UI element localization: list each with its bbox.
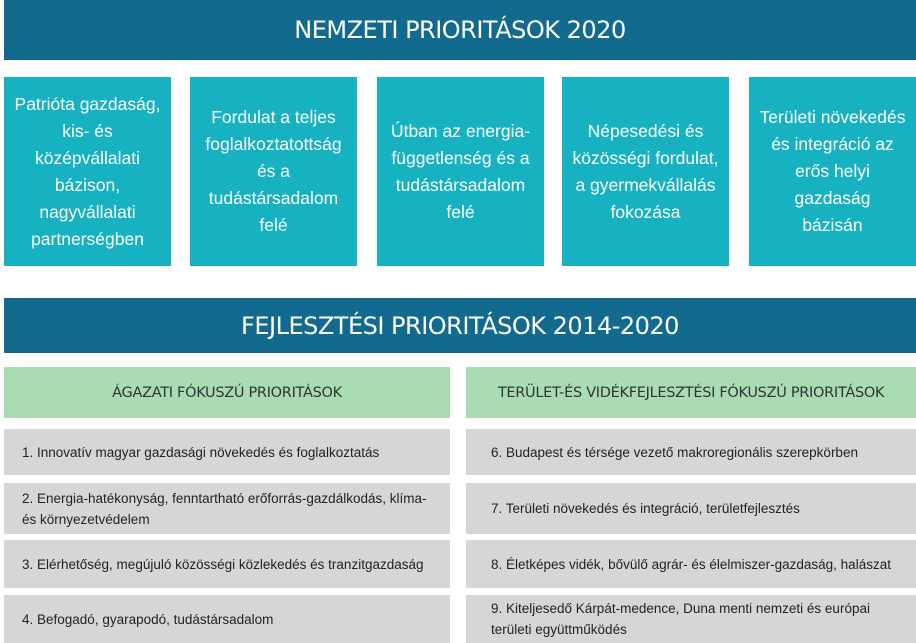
sector-priority-item: 2. Energia-hatékonyság, fenntartható erőforrás-gazdálkodás, klíma- és környezetvédelem xyxy=(4,483,450,534)
territorial-priority-item: 7. Területi növekedés és integráció, területfejlesztés xyxy=(466,483,916,534)
national-priority-4-line: fokozása xyxy=(610,201,681,222)
territorial-focus-header: TERÜLET-ÉS VIDÉKFEJLESZTÉSI FÓKUSZÚ PRIORITÁSOK xyxy=(466,367,916,418)
national-priority-5-line: Területi növekedés xyxy=(759,107,906,127)
national-priority-4-line: a gyermekvállalás xyxy=(575,174,716,195)
sector-priority-item: 1. Innovatív magyar gazdasági növekedés és foglalkoztatás xyxy=(4,429,450,475)
national-priority-1-line: bázison, xyxy=(54,174,121,195)
sector-priority-item: 4. Befogadó, gyarapodó, tudástársadalom xyxy=(4,595,450,643)
national-priority-4-line: közösségi fordulat, xyxy=(572,147,719,168)
national-priority-4-line: Népesedési és xyxy=(587,120,704,141)
national-priority-3 xyxy=(377,77,544,266)
national-priority-3-line: függetlenség és a xyxy=(391,147,530,168)
national-priority-5-line: erős helyi gazdaság xyxy=(794,161,871,208)
national-priority-2 xyxy=(190,77,357,266)
national-priority-5-line: és integráció az xyxy=(771,134,894,154)
sector-focus-header: ÁGAZATI FÓKUSZÚ PRIORITÁSOK xyxy=(4,367,450,418)
national-priority-5-line: bázisán xyxy=(802,215,863,235)
national-priority-1-line: partnerségben xyxy=(31,228,144,249)
territorial-priority-item: 8. Életképes vidék, bővülő agrár- és élelmiszer-gazdaság, halászat xyxy=(466,540,916,588)
national-priority-3-line: felé xyxy=(446,201,475,222)
territorial-priority-item: 6. Budapest és térsége vezető makroregionális szerepkörben xyxy=(466,429,916,475)
national-priority-5 xyxy=(749,77,916,266)
national-priority-1-line: nagyvállalati xyxy=(39,201,136,222)
sector-priority-item: 3. Elérhetőség, megújuló közösségi közlekedés és tranzitgazdaság xyxy=(4,540,450,588)
national-priority-2-line: foglalkoztatottság xyxy=(205,134,342,154)
national-priority-1 xyxy=(4,77,171,266)
national-priorities-row xyxy=(4,77,916,266)
development-priorities-title: FEJLESZTÉSI PRIORITÁSOK 2014-2020 xyxy=(4,298,916,353)
national-priority-3-line: Útban az energia- xyxy=(390,120,531,141)
national-priority-2-line: tudástársadalom xyxy=(208,188,339,208)
national-priority-1-line: Patrióta gazdaság, xyxy=(14,93,161,114)
national-priority-4 xyxy=(562,77,729,266)
national-priority-1-line: kis- és középvállalati xyxy=(34,120,141,168)
national-priority-2-line: felé xyxy=(259,215,288,235)
national-priority-2-line: Fordulat a teljes xyxy=(211,107,336,127)
national-priority-2-line: és a xyxy=(256,161,291,181)
territorial-priority-item: 9. Kiteljesedő Kárpát-medence, Duna menti nemzeti és európai területi együttműködés xyxy=(466,595,916,643)
national-priority-3-line: tudástársadalom xyxy=(395,174,526,195)
national-priorities-title: NEMZETI PRIORITÁSOK 2020 xyxy=(4,0,916,60)
